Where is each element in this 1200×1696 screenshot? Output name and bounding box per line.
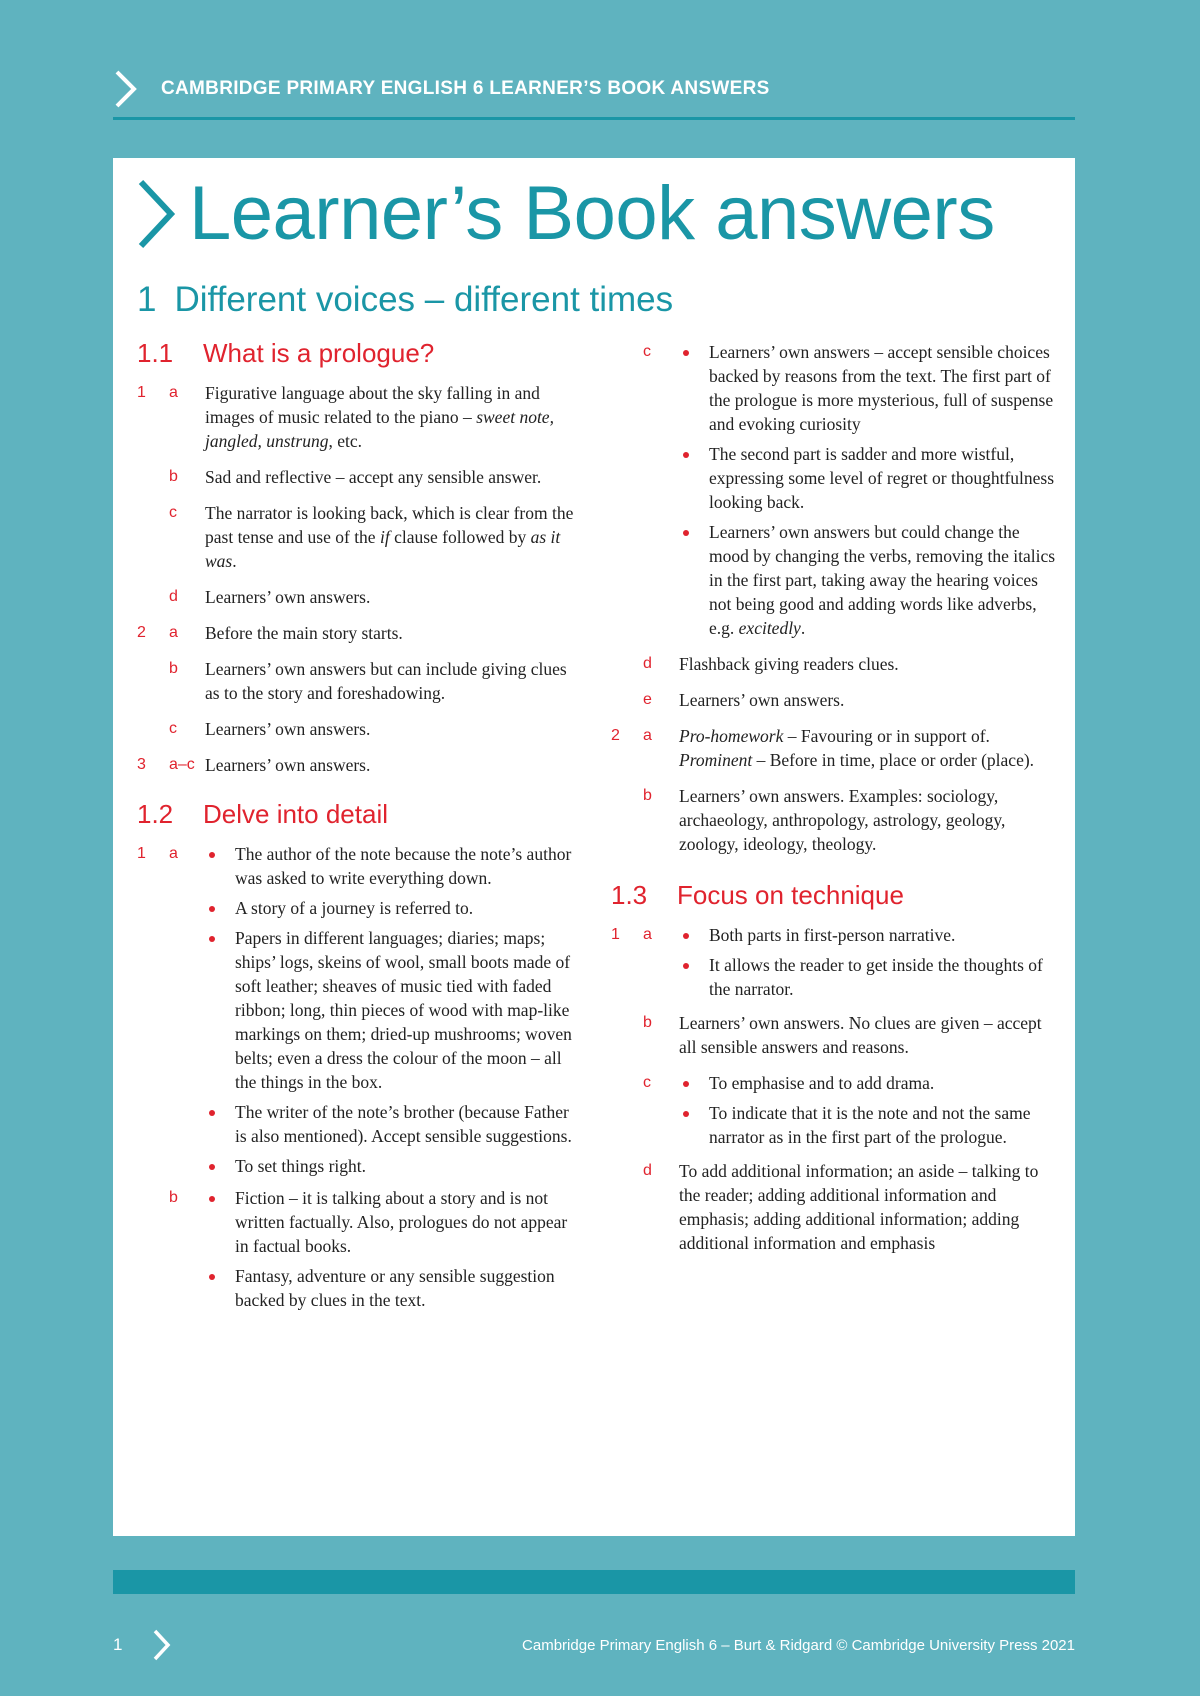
part-label: e	[643, 691, 652, 708]
section-title: Focus on technique	[677, 880, 904, 910]
answer-text: Figurative language about the sky falling in and images of music related to the piano – sweet note, jangled, unstrung, etc.	[205, 383, 554, 451]
answer-row	[137, 717, 577, 741]
unit-title	[137, 280, 673, 320]
answer-text: To add additional information; an aside – talking to the reader; adding additional information and emphasis; adding additional information; adding additional information and emphasis	[679, 1161, 1039, 1253]
part-label: b	[169, 1189, 178, 1206]
question-number: 2	[611, 727, 620, 744]
answer-text: Pro-homework – Favouring or in support of. Prominent – Before in time, place or order (place).	[679, 726, 1035, 770]
page-title: Learner’s Book answers	[189, 171, 995, 256]
part-label: c	[169, 504, 177, 521]
answer-text: Learners’ own answers.	[205, 587, 371, 607]
chevron-right-icon	[113, 69, 139, 109]
section-heading-1-1	[137, 338, 577, 369]
answer-text: Learners’ own answers but can include giving clues as to the story and foreshadowing.	[205, 659, 567, 703]
part-label: b	[643, 787, 652, 804]
bullet-list	[679, 340, 1061, 646]
list-item: To set things right.	[205, 1154, 577, 1178]
part-label: d	[169, 588, 178, 605]
answer-text: The narrator is looking back, which is clear from the past tense and use of the if clause followed by as it was.	[205, 503, 574, 571]
answer-row	[611, 688, 1061, 712]
list-item: It allows the reader to get inside the thoughts of the narrator.	[679, 953, 1061, 1001]
answer-row	[611, 724, 1061, 772]
list-item: Learners’ own answers but could change the mood by changing the verbs, removing the italics in the first part, taking away the hearing voices not being good and adding words like adverbs, e.g. excitedly.	[679, 520, 1061, 640]
part-label: b	[169, 660, 178, 677]
answer-text: Sad and reflective – accept any sensible answer.	[205, 467, 542, 487]
question-number: 1	[137, 384, 146, 401]
bullet-list	[679, 1071, 1061, 1155]
list-item: The second part is sadder and more wistful, expressing some level of regret or thoughtfulness looking back.	[679, 442, 1061, 514]
answer-row	[137, 585, 577, 609]
answer-sheet	[113, 158, 1075, 1536]
part-label: b	[169, 468, 178, 485]
copyright: Cambridge Primary English 6 – Burt & Ridgard © Cambridge University Press 2021	[522, 1636, 1075, 1654]
chevron-right-icon	[135, 178, 177, 250]
answer-row	[137, 842, 577, 1184]
section-number: 1.3	[611, 880, 648, 910]
part-label: c	[643, 343, 651, 360]
list-item: Learners’ own answers – accept sensible choices backed by reasons from the text. The first part of the prologue is more mysterious, full of suspense and evoking curiosity	[679, 340, 1061, 436]
section-heading-1-2	[137, 799, 577, 830]
list-item: To emphasise and to add drama.	[679, 1071, 1061, 1095]
section-heading-1-3	[611, 880, 1061, 911]
part-label: a	[169, 624, 178, 641]
answer-text: Learners’ own answers. Examples: sociology, archaeology, anthropology, astrology, geology, zoology, ideology, theology.	[679, 786, 1006, 854]
part-label: a–c	[169, 756, 195, 773]
answer-text: Learners’ own answers. No clues are given – accept all sensible answers and reasons.	[679, 1013, 1042, 1057]
question-number: 1	[137, 845, 146, 862]
answer-row	[611, 923, 1061, 1007]
part-label: d	[643, 655, 652, 672]
section-title: What is a prologue?	[203, 338, 435, 368]
part-label: a	[643, 727, 652, 744]
answer-row	[137, 621, 577, 645]
part-label: d	[643, 1162, 652, 1179]
answer-row	[137, 753, 577, 777]
part-label: b	[643, 1014, 652, 1031]
answer-row	[611, 652, 1061, 676]
answer-row	[611, 784, 1061, 856]
list-item: A story of a journey is referred to.	[205, 896, 577, 920]
section-number: 1.1	[137, 338, 174, 368]
question-number: 3	[137, 756, 146, 773]
unit-name: Different voices – different times	[174, 280, 674, 319]
list-item: The author of the note because the note’s author was asked to write everything down.	[205, 842, 577, 890]
bullet-list	[205, 1186, 577, 1318]
bullet-list	[205, 842, 577, 1184]
list-item: Fiction – it is talking about a story and is not written factually. Also, prologues do not appear in factual books.	[205, 1186, 577, 1258]
part-label: a	[643, 926, 652, 943]
page-header	[113, 68, 1075, 120]
section-number: 1.2	[137, 799, 174, 829]
part-label: a	[169, 845, 178, 862]
header-title: CAMBRIDGE PRIMARY ENGLISH 6 LEARNER’S BOOK ANSWERS	[161, 77, 770, 99]
left-column	[137, 338, 577, 1330]
answer-row	[611, 340, 1061, 646]
answer-text: Before the main story starts.	[205, 623, 403, 643]
list-item: Papers in different languages; diaries; maps; ships’ logs, skeins of wool, small boots made of soft leather; sheaves of music tied with faded ribbon; long, thin pieces of wood with map-like markings on them; dried-up mushrooms; woven belts; even a dress the colour of the moon – all the things in the box.	[205, 926, 577, 1094]
answer-row	[137, 465, 577, 489]
footer-bar	[113, 1570, 1075, 1594]
part-label: c	[643, 1074, 651, 1091]
answer-row	[137, 657, 577, 705]
answer-text: Learners’ own answers.	[205, 719, 371, 739]
page-footer	[113, 1625, 1075, 1665]
list-item: Both parts in first-person narrative.	[679, 923, 1061, 947]
answer-row	[137, 381, 577, 453]
answer-text: Learners’ own answers.	[679, 690, 845, 710]
chevron-right-icon	[152, 1628, 172, 1662]
answer-row	[611, 1011, 1061, 1059]
answer-row	[137, 1186, 577, 1318]
answer-text: Flashback giving readers clues.	[679, 654, 899, 674]
question-number: 2	[137, 624, 146, 641]
answer-row	[611, 1159, 1061, 1255]
list-item: The writer of the note’s brother (because Father is also mentioned). Accept sensible suggestions.	[205, 1100, 577, 1148]
question-number: 1	[611, 926, 620, 943]
section-title: Delve into detail	[203, 799, 388, 829]
unit-number: 1	[137, 280, 157, 319]
right-column	[611, 340, 1061, 1267]
answer-row	[611, 1071, 1061, 1155]
bullet-list	[679, 923, 1061, 1007]
list-item: To indicate that it is the note and not the same narrator as in the first part of the prologue.	[679, 1101, 1061, 1149]
answer-row	[137, 501, 577, 573]
page-number: 1	[113, 1635, 123, 1654]
part-label: a	[169, 384, 178, 401]
main-title-block	[135, 171, 995, 256]
list-item: Fantasy, adventure or any sensible suggestion backed by clues in the text.	[205, 1264, 577, 1312]
part-label: c	[169, 720, 177, 737]
answer-text: Learners’ own answers.	[205, 755, 371, 775]
